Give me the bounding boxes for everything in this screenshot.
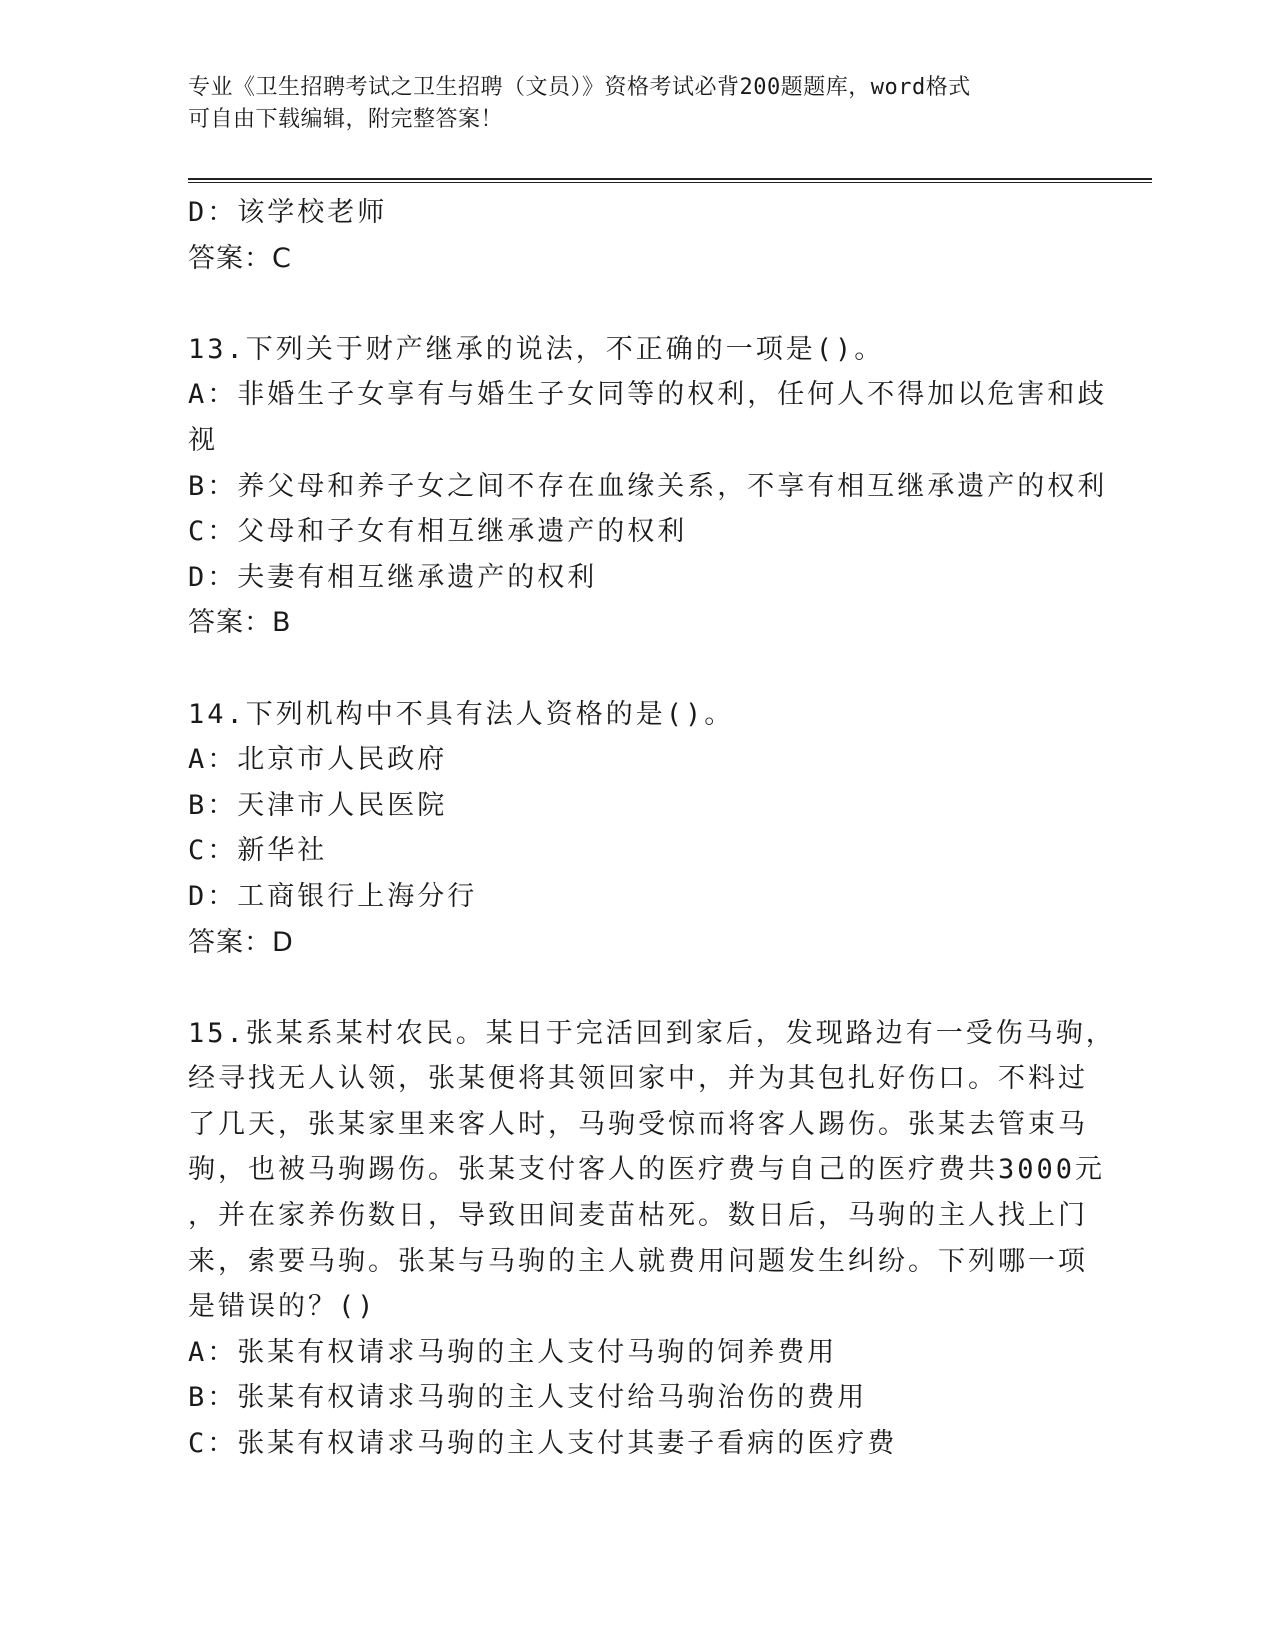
question-15-stem-line: 是错误的？() <box>188 1291 377 1323</box>
spacer <box>188 965 1108 1011</box>
question-15-stem-line: 来，索要马驹。张某与马驹的主人就费用问题发生纠纷。下列哪一项 <box>188 1245 1088 1277</box>
question-15-option-b: B：张某有权请求马驹的主人支付给马驹治伤的费用 <box>188 1382 868 1414</box>
question-13-stem: 13.下列关于财产继承的说法，不正确的一项是()。 <box>188 333 885 365</box>
answer: 答案：C <box>188 242 292 274</box>
question-14-stem: 14.下列机构中不具有法人资格的是()。 <box>188 698 735 730</box>
question-13-option-c: C：父母和子女有相互继承遗产的权利 <box>188 516 688 548</box>
question-15-stem-line: 经寻找无人认领，张某便将其领回家中，并为其包扎好伤口。不料过 <box>188 1063 1088 1095</box>
question-15-option-a: A：张某有权请求马驹的主人支付马驹的饲养费用 <box>188 1336 838 1368</box>
question-15-stem-line: 驹，也被马驹踢伤。张某支付客人的医疗费与自己的医疗费共3000元 <box>188 1154 1106 1186</box>
question-15-option-c: C：张某有权请求马驹的主人支付其妻子看病的医疗费 <box>188 1428 898 1460</box>
question-13-answer: 答案：B <box>188 607 292 639</box>
question-14-option-a: A：北京市人民政府 <box>188 744 448 776</box>
option-d: D：该学校老师 <box>188 197 388 228</box>
spacer <box>188 281 1108 327</box>
question-13-option-b: B：养父母和养子女之间不存在血缘关系，不享有相互继承遗产的权利 <box>188 470 1108 502</box>
question-15-stem-line: 了几天，张某家里来客人时，马驹受惊而将客人踢伤。张某去管束马 <box>188 1108 1088 1140</box>
question-15-stem-line: 15.张某系某村农民。某日于完活回到家后，发现路边有一受伤马驹， <box>188 1017 1116 1049</box>
spacer <box>188 646 1108 692</box>
question-15-stem-line: ，并在家养伤数日，导致田间麦苗枯死。数日后，马驹的主人找上门 <box>188 1200 1088 1232</box>
question-14-answer: 答案：D <box>188 926 294 958</box>
question-14-option-c: C：新华社 <box>188 835 328 867</box>
header-line-2: 可自由下载编辑，附完整答案！ <box>188 107 504 132</box>
question-13-option-d: D：夫妻有相互继承遗产的权利 <box>188 561 598 593</box>
question-content <box>188 190 1116 1467</box>
header-divider <box>188 178 1152 183</box>
page-header <box>188 72 1088 136</box>
header-line-1: 专业《卫生招聘考试之卫生招聘（文员）》资格考试必背200题题库，word格式 <box>188 75 971 100</box>
question-14-option-b: B：天津市人民医院 <box>188 789 448 821</box>
question-13-option-a: A：非婚生子女享有与婚生子女同等的权利，任何人不得加以危害和歧 <box>188 379 1108 411</box>
question-13-option-a-cont: 视 <box>188 424 218 456</box>
question-14-option-d: D：工商银行上海分行 <box>188 880 478 912</box>
